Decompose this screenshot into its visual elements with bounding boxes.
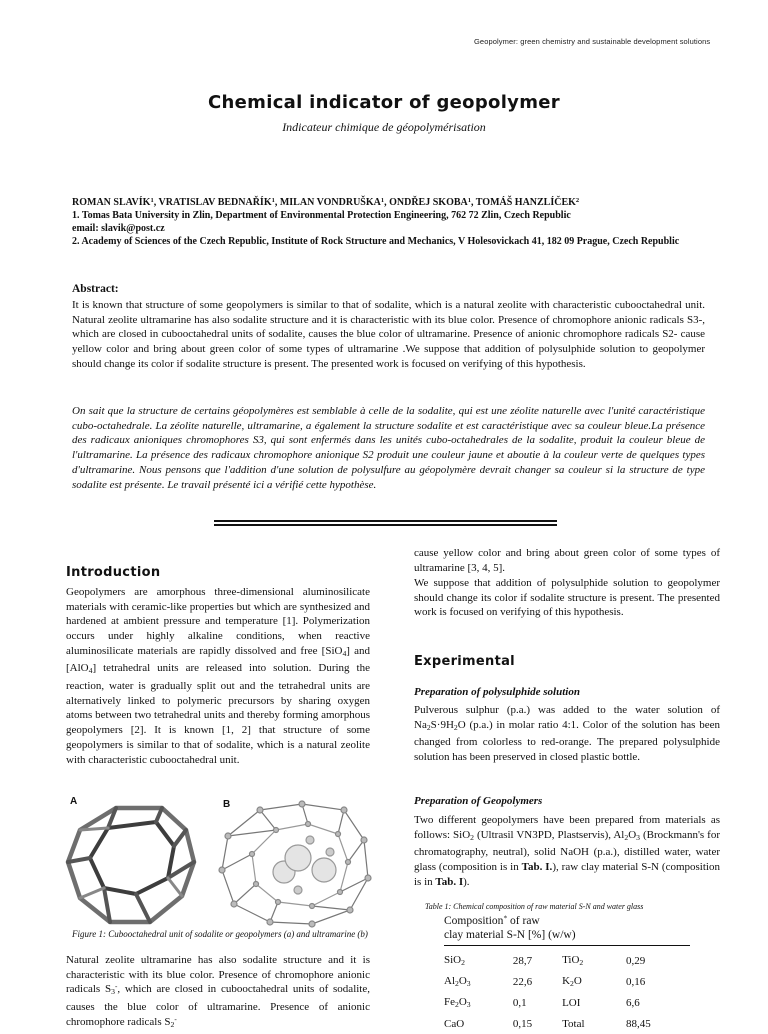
oxide-value-cell: 6,6 bbox=[626, 996, 640, 1009]
figure-panel-label-b: B bbox=[223, 799, 231, 810]
section-divider-top bbox=[214, 520, 557, 522]
oxide-value-cell: 88,45 bbox=[626, 1017, 651, 1030]
introduction-continued: cause yellow color and bring about green color of some types of ultramarine [3, 4, 5]. bbox=[414, 547, 720, 574]
oxide-value-cell: 0,16 bbox=[626, 975, 646, 988]
paper-title: Chemical indicator of geopolymer bbox=[208, 92, 560, 113]
abstract-french: On sait que la structure de certains géopolymères est semblable à celle de la sodalite, qui est une zéolite naturelle avec l'unité caractéristique cubo-octahedrale. La zéolite naturelle, ultramarine, a également la structure sodalite et est caractéristique avec sa couleur bleue.La présence des radicaux anioniques chromophores S3, qui sont enfermés dans les unités cubo-octahedrales de la sodalite, produit la couleur bleue de l'ultramarine. La présence des radicaux chromophore anionique S2 produit une couleur jaune et aboutie à la couleur verte de quelques types d'ultramarine. Nous pensons que l'addition d'une solution de polysulfure au géopolymère devrait changer sa couleur si la structure de type sodalite est présente. Le travail présenté ici a vérifié cette hypothèse. bbox=[72, 405, 705, 491]
oxide-value-cell: 0,1 bbox=[512, 996, 527, 1009]
table-row bbox=[444, 971, 690, 992]
oxide-name-cell: CaO bbox=[444, 1017, 465, 1030]
oxide-name-cell: LOI bbox=[562, 996, 581, 1009]
oxide-name-cell: $Al_2O_3$ bbox=[444, 975, 471, 988]
oxide-name-cell: SiO$_2$ bbox=[444, 954, 465, 967]
section-divider-bottom bbox=[214, 524, 557, 526]
abstract-english: It is known that structure of some geopolymers is similar to that of sodalite, which is a natural zeolite with characteristic cubooctahedral unit. Natural zeolite ultramarine has also sodalite structure and it is characteristic with its blue color. Presence of chromophore anionic radicals S3-, which are closed in cubooctahedral units of sodalite, causes the blue color of ultramarine. Presence of anionic chromophore radicals S2- cause yellow color and bring about green color of some types of ultramarine .We suppose that addition of polysulphide solution to geopolymer should change its color if sodalite structure is present. The presented work is focused on verifying of this hypothesis. bbox=[72, 299, 705, 370]
figure-panel-label-a: A bbox=[70, 796, 78, 807]
table-header: Composition* of raw clay material S-N [%] (w/w) bbox=[444, 913, 576, 941]
oxide-value-cell: 0,29 bbox=[626, 954, 646, 967]
figure-1-caption: Figure 1: Cubooctahedral unit of sodalite or geopolymers (a) and ultramarine (b) bbox=[72, 929, 368, 939]
abstract-heading: Abstract: bbox=[72, 283, 119, 295]
affiliation-1: 1. Tomas Bata University in Zlin, Department of Environmental Protection Engineering, 762 72 Zlin, Czech Republic bbox=[72, 210, 571, 221]
running-header: Geopolymer: green chemistry and sustainable development solutions bbox=[474, 37, 711, 46]
experimental-heading: Experimental bbox=[414, 654, 515, 669]
introduction-heading: Introduction bbox=[66, 565, 161, 580]
table-header-rule bbox=[444, 945, 690, 946]
author-block bbox=[72, 196, 712, 248]
introduction-paragraph-2: Natural zeolite ultramarine has also sodalite structure and it is characteristic with its blue color. Presence of chromophore anionic radicals $S_3^-$, which are closed in cubooctahedral units of sodalite, causes the blue color of ultramarine. Presence of anionic chromophore radicals $S_2^-$ bbox=[66, 954, 370, 1029]
introduction-paragraph-1: Geopolymers are amorphous three-dimensional aluminosilicate materials with ceramic-like properties but which are synthesized and hardened at ambient pressure and temperature [1]. Polymerization occurs under highly alkaline conditions, when reactive aluminosilicate materials are rapidly dissolved and free [SiO$_4$] and [AlO$_4$] tetrahedral units are released into solution. During the reaction, water is gradually split out and the tetrahedral units are alternatively linked to polymeric precursors by sharing oxygen atoms between two tetrahedral units and thereby forming amorphous geopolymers [2]. It is known [1, 2] that structure of some geopolymers is similar to that of sodalite, which is a natural zeolite with characteristic cubooctahedral unit. bbox=[66, 586, 370, 766]
table-row bbox=[444, 950, 690, 971]
ultramarine-cage-illustration bbox=[219, 801, 371, 927]
oxide-value-cell: 28,7 bbox=[512, 954, 533, 967]
table-row bbox=[444, 992, 690, 1013]
oxide-name-cell: TiO$_2$ bbox=[562, 954, 584, 967]
cubooctahedral-unit-illustration bbox=[68, 808, 194, 922]
oxide-name-cell: $K_2O$ bbox=[562, 975, 582, 988]
polysulphide-subheading: Preparation of polysulphide solution bbox=[414, 686, 580, 698]
hypothesis-paragraph: We suppose that addition of polysulphide solution to geopolymer should change its color if sodalite structure is present. The presented work is focused on verifying of this hypothesis. bbox=[414, 577, 720, 619]
affiliation-2: 2. Academy of Sciences of the Czech Republic, Institute of Rock Structure and Mechanics, V Holesovickach 41, 182 09 Prague, Czech Republic bbox=[72, 236, 680, 247]
oxide-value-cell: 22,6 bbox=[512, 975, 533, 988]
author-names: ROMAN SLAVÍK$^1$, VRATISLAV BEDNAŘÍK$^1$, MILAN VONDRUŠKA$^1$, ONDŘEJ SKOBA$^1$, TOMÁŠ HANZLÍČEK$^2$ bbox=[72, 196, 580, 208]
author-email: email: slavik@post.cz bbox=[72, 223, 165, 234]
composition-table bbox=[444, 950, 690, 1034]
geopolymers-paragraph: Two different geopolymers have been prepared from materials as follows: SiO$_2$ (Ultrasil VN3PD, Plastservis), $Al_2O_3$ (Brockmann's for chromatography, neutral), solid NaOH (p.a.), distilled water, water glass (composition is in Tab. I.), raw clay material S-N (composition is in Tab. I). bbox=[414, 814, 720, 888]
polysulphide-paragraph: Pulverous sulphur (p.a.) was added to the water solution of $Na_2S\cdot 9H_2O$ (p.a.) in molar ratio 4:1. Color of the solution has been changed from colorless to red-orange. The prepared polysulphide solution has been preserved in closed plastic bottle. bbox=[414, 704, 720, 764]
table-1-caption: Table 1: Chemical composition of raw material S-N and water glass bbox=[425, 902, 644, 911]
oxide-name-cell: $Fe_2O_3$ bbox=[444, 996, 471, 1009]
paper-subtitle: Indicateur chimique de géopolymérisation bbox=[282, 120, 486, 134]
oxide-name-cell: Total bbox=[562, 1017, 585, 1030]
sodalite-cage-figure bbox=[62, 800, 374, 928]
geopolymers-subheading: Preparation of Geopolymers bbox=[414, 795, 543, 807]
oxide-value-cell: 0,15 bbox=[512, 1017, 533, 1030]
